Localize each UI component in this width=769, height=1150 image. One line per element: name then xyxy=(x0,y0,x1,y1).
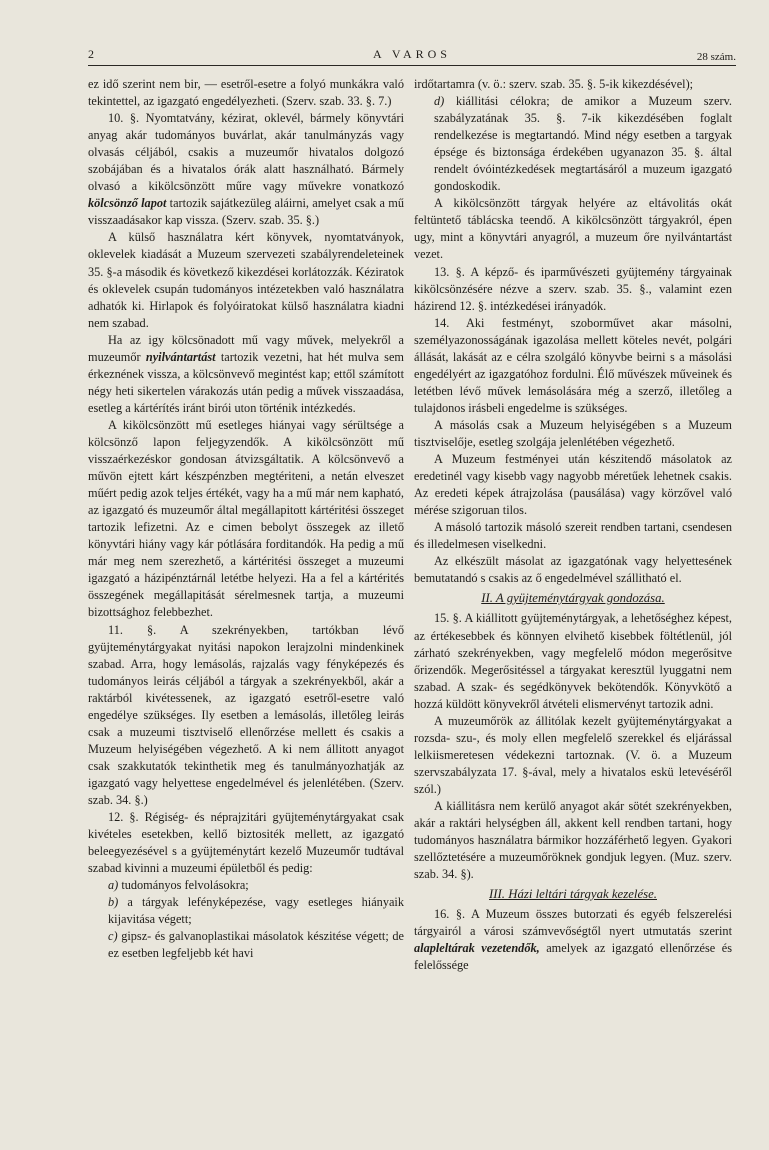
left-column xyxy=(88,76,404,962)
paragraph: irdőtartamra (v. ö.: szerv. szab. 35. §. 5-ik kikezdésével); xyxy=(414,77,694,91)
publication-title: A VAROS xyxy=(373,47,451,61)
paragraph: A muzeumőrök az állitólak kezelt gyüjteménytárgyakat a rozsda- szu-, és moly ellen megfelelő szerekkel és eljárással lelkiismeretesen védekezni tartoznak. (V. ö. a Muzeum szervszabályzata 17. §-ával, mely a hivatalos eskü letevéséről szól.) xyxy=(414,713,732,796)
page-number: 2 xyxy=(88,47,94,61)
section-11-paragraph: 11. §. A szekrényekben, tartókban lévő gyüjteménytárgyakat nyitási napokon lerajzolni mindenkinek szabad. Arra, hogy lemásolás, rajzalás vagy fényképezés és tudományos leirás céljából a tárgyak a szekrényekből, akár a raktárból kivétessenek, az igazgató esetről-esetre való engedélye szükséges. Ily esetben a lemásolás, illetőleg leirás csak a muzeumi tisztviselő ellenőrzése mellett és csakis a Muzeum helyiségében végezhető. A ki nem állitott anyagot csak szakkutatók tekinthetik meg és tanulmányozhatják az igazgató vagy helyettese engedelmével és jelenlétében. (Szerv. szab. 34. §.) xyxy=(88,622,404,807)
section-heading-3: III. Házi leltári tárgyak kezelése. xyxy=(489,887,657,902)
section-10-paragraph: 10. §. Nyomtatvány, kézirat, oklevél, bármely könyvtári anyag akár tudományos buvárlat, akár tanulmányzás vagy olvasás céljából, csakis a muzeumőr hivatalos dolgozó szobájában és a hivatalos órák alatt használható. Bármely olvasó a kikölcsönzött műre vagy művekre vonatkozó kölcsönző lapot tartozik sajátkezüleg aláirni, amelyet csak a mű visszaadásakor kap vissza. (Szerv. szab. 35. §.) xyxy=(88,111,404,228)
page-header xyxy=(88,47,736,66)
paragraph: Ha az igy kölcsönadott mű vagy művek, melyekről a muzeumőr nyilvántartást tartozik vezetni, hat hét mulva sem érkeznének vissza, a kölcsönvevő megintést kap; ettől számított négy heti sikertelen várakozás után pedig a művek visszaadása, esetleg a kártérítés iránt birói uton történik intézkedés. xyxy=(88,332,404,415)
list-item-a: a) tudományos felvolásokra; xyxy=(108,878,249,893)
paragraph: A kikölcsönzött mű esetleges hiányai vagy sérültsége a kölcsönző lapon feljegyzendők. A kikölcsönzött mű visszaérkezéskor gondosan átvizsgáltatik. A kölcsönvevő a művön ejtett kárt készpénzben megtériteni, a netán elveszet műért pedig azok teljes értékét, vagy ha a mű már nem kapható, az igazgató és muzeumőr által megállapitott kártéritési összeget tartozik lefizetni. Az e cimen bebolyt összegek az illető könyvtári hiány vagy kár pótlására forditandók. Ha pedig a mű már meg nem szerezhető, a kártéritési összeget a muzeumi igazgató a házipénztárnál letétbe helyezi. Ha a fel a kártérités összegének megállapitását sérelmesnek tartja, a muzeumi bizottsághoz felebbezhet. xyxy=(88,417,404,620)
paragraph: ez idő szerint nem bir, — esetről-esetre a folyó munkákra való tekintettel, az igazgató engedélyezheti. (Szerv. szab. 33. §. 7.) xyxy=(88,77,404,109)
list-item-c: c) gipsz- és galvanoplastikai másolatok készitése végett; de ez esetben legfeljebb két havi xyxy=(108,929,404,961)
section-heading-2: II. A gyüjteménytárgyak gondozása. xyxy=(481,591,665,606)
section-13-paragraph: 13. §. A képző- és iparművészeti gyüjtemény tárgyainak kikölcsönzésére nézve a szerv. szab. 35. §., valamint ezen házirend 12. §. intézkedései irányadók. xyxy=(414,264,732,313)
list-item-d: d) kiállitási célokra; de amikor a Muzeum szerv. szabályzatának 35. §. 7-ik kikezdésében foglalt rendelkezése is megtartandó. Mind négy esetben a targyak épsége és biztonsága érdekében ugyanazon 35. §. által rendelt óvóintézkedések megtartásáról a muzeum igazgató gondoskodik. xyxy=(434,94,732,194)
paragraph: A kiállitásra nem kerülő anyagot akár sötét szekrényekben, akár a raktári helységben áll, akkent kell rendben tartani, hogy tudományos használatra bármikor hozzáférhető legyen. Gyakori szellőztetésére a muzeumőröknek gondjuk legyen. (Muz. szerv. szab. 34. §). xyxy=(414,798,732,882)
section-15-paragraph: 15. §. A kiállitott gyüjteménytárgyak, a lehetőséghez képest, az értékesebbek és könnyen elvihető kisebbek föltétlenül, jól zárható szekrényekben, vagy megfelelő módon megerősitve őrizendők. Megerősitéssel a tárgyakat keresztül lyuggatni nem szabad. A szak- és segédkönyvek bekötendők. Könyvkötő a hozzá küldött könyvekről átvételi elismervényt tartozik adni. xyxy=(414,611,732,711)
paragraph: Az elkészült másolat az igazgatónak vagy helyettesének bemutatandó s csakis az ő engedelmével szállitható el. xyxy=(414,554,732,586)
paragraph: A másolás csak a Muzeum helyiségében s a Muzeum tisztviselője, esetleg szolgája jelenlétében végezhető. xyxy=(414,417,732,449)
paragraph: A másoló tartozik másoló szereit rendben tartani, csendesen és illedelmesen viselkedni. xyxy=(414,520,732,552)
right-column xyxy=(414,76,732,974)
paragraph: A külső használatra kért könyvek, nyomtatványok, oklevelek kiadását a Muzeum szervezeti szabályrendeleteinek 35. §-a második és következő kikezdései korlátozzák. Kéziratok és oklevelek csupán tudományos intézetekben való használatra adhatók ki. Hirlapok és folyóiratokat külső használatra kiadni nem szabad. xyxy=(88,230,404,330)
paragraph: A Muzeum festményei után készitendő másolatok az eredetinél vagy kisebb vagy nagyobb méretűek lehetnek csakis. Az eredeti képek átrajzolása (pausálása) vagy körzővel való mérése szigoruan tilos. xyxy=(414,452,732,518)
paragraph: A kikölcsönzött tárgyak helyére az eltávolitás okát feltüntető táblácska teendő. A kikölcsönzött tárgyakról, épen ugy, mint a könyvtári anyagról, a muzeum őre nyilvántartást vezet. xyxy=(414,196,732,262)
section-12-paragraph: 12. §. Régiség- és néprajzitári gyüjteménytárgyakat csak kivételes esetekben, kellő biztositék mellett, az igazgató beleegyezésével s a gyüjteménytárt kezelő Muzeumőr tudtával szabad kivinni a muzeumi épületből és pedig: xyxy=(88,810,404,876)
section-16-paragraph: 16. §. A Muzeum összes butorzati és egyéb felszerelési tárgyairól a városi számvevőségtől nyert utmutatás szerint alapleltárak vezetendők, amelyek az igazgató ellenőrzése és felelőssége xyxy=(414,907,732,973)
list-item-b: b) a tárgyak lefényképezése, vagy esetleges hiányaik kijavitása végett; xyxy=(108,895,404,927)
section-14-paragraph: 14. Aki festményt, szoborművet akar másolni, személyazonosságának igazolása mellett köteles nevét, polgári állását, lakását az e célra szolgáló könyvbe beirni s a másolási engedélyért az igazgatóhoz fordulni. Élő művészek műveinek és letétben lévő művek lemásolására még a szerző, illetőleg a tulajdonos irásbeli engedelme is szükséges. xyxy=(414,315,732,415)
issue-number: 28 szám. xyxy=(696,51,736,63)
